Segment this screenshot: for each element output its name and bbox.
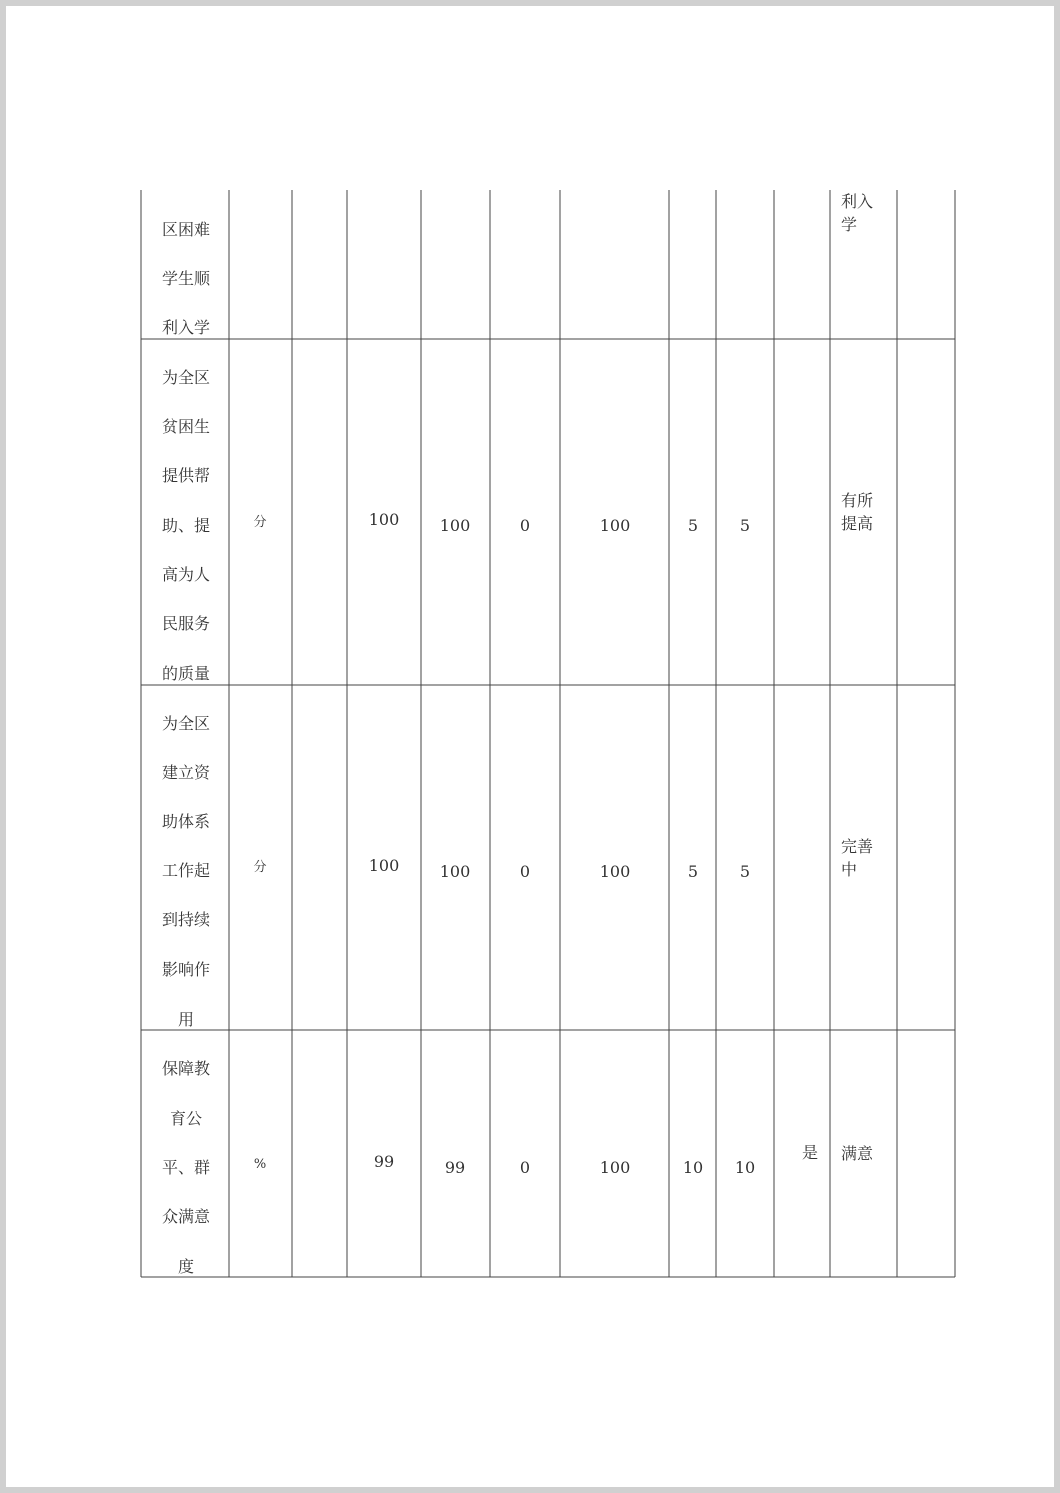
unit-cell: 分 [253, 860, 267, 875]
indicator-text: 贫困生 [161, 417, 211, 436]
weight-cell: 10 [682, 1158, 704, 1177]
indicator-text: 保障教 [161, 1059, 211, 1078]
indicator-text: 为全区 [161, 368, 211, 387]
indicator-text: 区困难 [161, 220, 211, 239]
completion-cell: 100 [599, 516, 631, 535]
remark-line: 提高 [841, 514, 874, 533]
flag-cell: 是 [801, 1143, 819, 1162]
remark-line: 利入 [841, 192, 874, 211]
score-cell: 5 [739, 862, 751, 881]
score-cell: 10 [734, 1158, 756, 1177]
indicator-text: 度 [177, 1257, 195, 1276]
weight-cell: 5 [687, 516, 699, 535]
indicator-text: 民服务 [161, 614, 211, 633]
deviation-cell: 0 [519, 1158, 531, 1177]
deviation-cell: 0 [519, 862, 531, 881]
unit-cell: 分 [253, 515, 267, 530]
indicator-text: 众满意 [161, 1207, 211, 1226]
completion-cell: 100 [599, 862, 631, 881]
indicator-text: 助、提 [161, 516, 211, 535]
indicator-text: 高为人 [161, 565, 211, 584]
remark-line: 中 [841, 860, 858, 879]
annual-target-cell: 100 [368, 510, 400, 529]
remark-line: 完善 [841, 837, 874, 856]
unit-cell: % [253, 1157, 267, 1172]
remark-line: 学 [841, 215, 858, 234]
indicator-text: 工作起 [161, 861, 211, 880]
remark-cell [841, 1142, 873, 1165]
remark-cell [841, 835, 873, 881]
indicator-text: 影响作 [161, 960, 211, 979]
indicator-text: 到持续 [161, 910, 211, 929]
indicator-text: 助体系 [161, 812, 211, 831]
indicator-text: 学生顺 [161, 269, 211, 288]
indicator-text: 建立资 [161, 763, 211, 782]
indicator-text: 平、群 [161, 1158, 211, 1177]
deviation-cell: 0 [519, 516, 531, 535]
remark-line: 有所 [841, 491, 874, 510]
actual-cell: 100 [439, 516, 471, 535]
indicator-text: 提供帮 [161, 466, 211, 485]
indicator-text: 利入学 [161, 318, 211, 337]
indicator-text: 的质量 [161, 664, 211, 683]
actual-cell: 100 [439, 862, 471, 881]
document-page [6, 6, 1054, 1487]
completion-cell: 100 [599, 1158, 631, 1177]
indicator-text: 用 [177, 1010, 195, 1029]
remark-cell [841, 489, 873, 535]
weight-cell: 5 [687, 862, 699, 881]
actual-cell: 99 [444, 1158, 466, 1177]
annual-target-cell: 100 [368, 856, 400, 875]
indicator-text: 育公 [169, 1109, 203, 1128]
indicator-text: 为全区 [161, 714, 211, 733]
remark-cell [841, 190, 873, 236]
score-cell: 5 [739, 516, 751, 535]
annual-target-cell: 99 [373, 1152, 395, 1171]
remark-line: 满意 [841, 1144, 874, 1163]
